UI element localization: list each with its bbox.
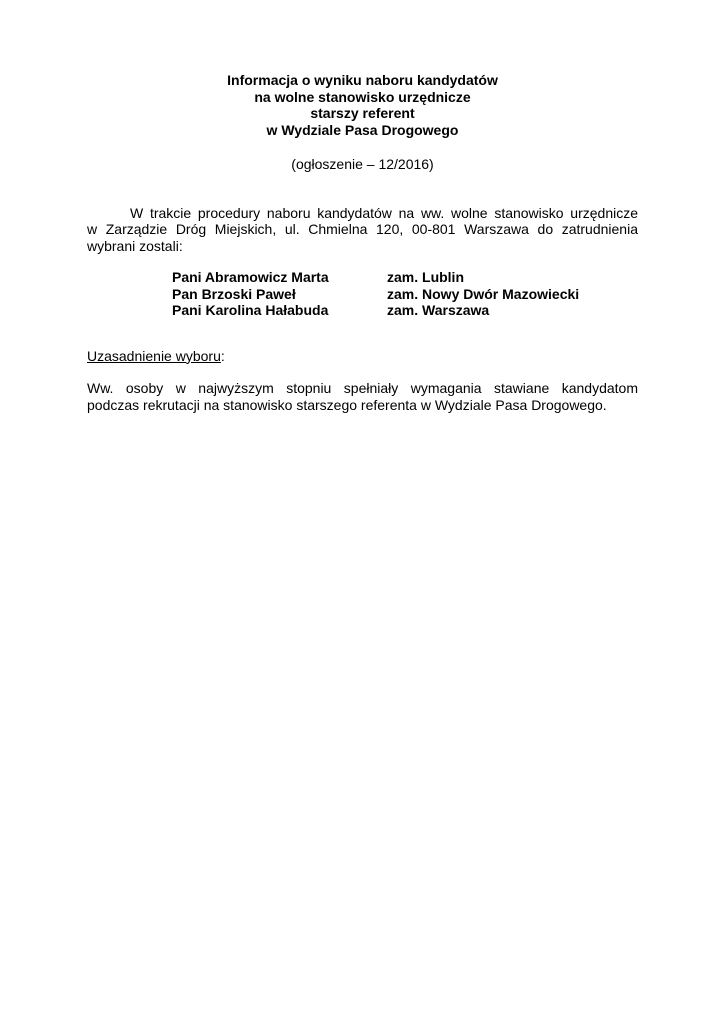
title-line: Informacja o wyniku naboru kandydatów: [227, 72, 498, 88]
title-line: na wolne stanowisko urzędnicze: [254, 88, 471, 105]
justification-heading-text: Uzasadnienie wyboru: [87, 347, 221, 364]
candidate-residence: zam. Warszawa: [387, 302, 490, 318]
document-title: [87, 72, 638, 138]
title-line: w Wydziale Pasa Drogowego: [266, 121, 459, 138]
justification-paragraph: [87, 380, 638, 413]
candidate-name: Pani Karolina Hałabuda: [172, 302, 329, 318]
intro-line: W trakcie procedury naboru kandydatów na ww. wolne stanowisko urzędnicze: [130, 204, 638, 221]
candidate-residence: zam. Nowy Dwór Mazowiecki: [387, 285, 580, 302]
candidate-residence: zam. Lublin: [387, 269, 464, 285]
candidate-row: [172, 269, 638, 286]
intro-line: wybrani zostali:: [87, 237, 183, 254]
justification-line: Ww. osoby w najwyższym stopniu spełniały wymagania stawiane kandydatom: [87, 380, 638, 396]
candidate-row: [172, 286, 638, 303]
document-page: [87, 72, 638, 413]
justification-line: podczas rekrutacji na stanowisko starszego referenta w Wydziale Pasa Drogowego.: [87, 396, 607, 413]
intro-paragraph: [87, 205, 638, 255]
announcement-number: (ogłoszenie – 12/2016): [291, 156, 434, 172]
candidate-row: [172, 302, 638, 319]
candidate-name: Pani Abramowicz Marta: [172, 269, 329, 285]
justification-heading: [87, 348, 638, 365]
candidates-list: [172, 269, 638, 319]
title-line: starszy referent: [310, 105, 415, 121]
candidate-name: Pan Brzoski Paweł: [172, 285, 296, 302]
justification-heading-colon: :: [220, 347, 225, 364]
intro-line: w Zarządzie Dróg Miejskich, ul. Chmielna 120, 00-801 Warszawa do zatrudnienia: [87, 221, 638, 237]
